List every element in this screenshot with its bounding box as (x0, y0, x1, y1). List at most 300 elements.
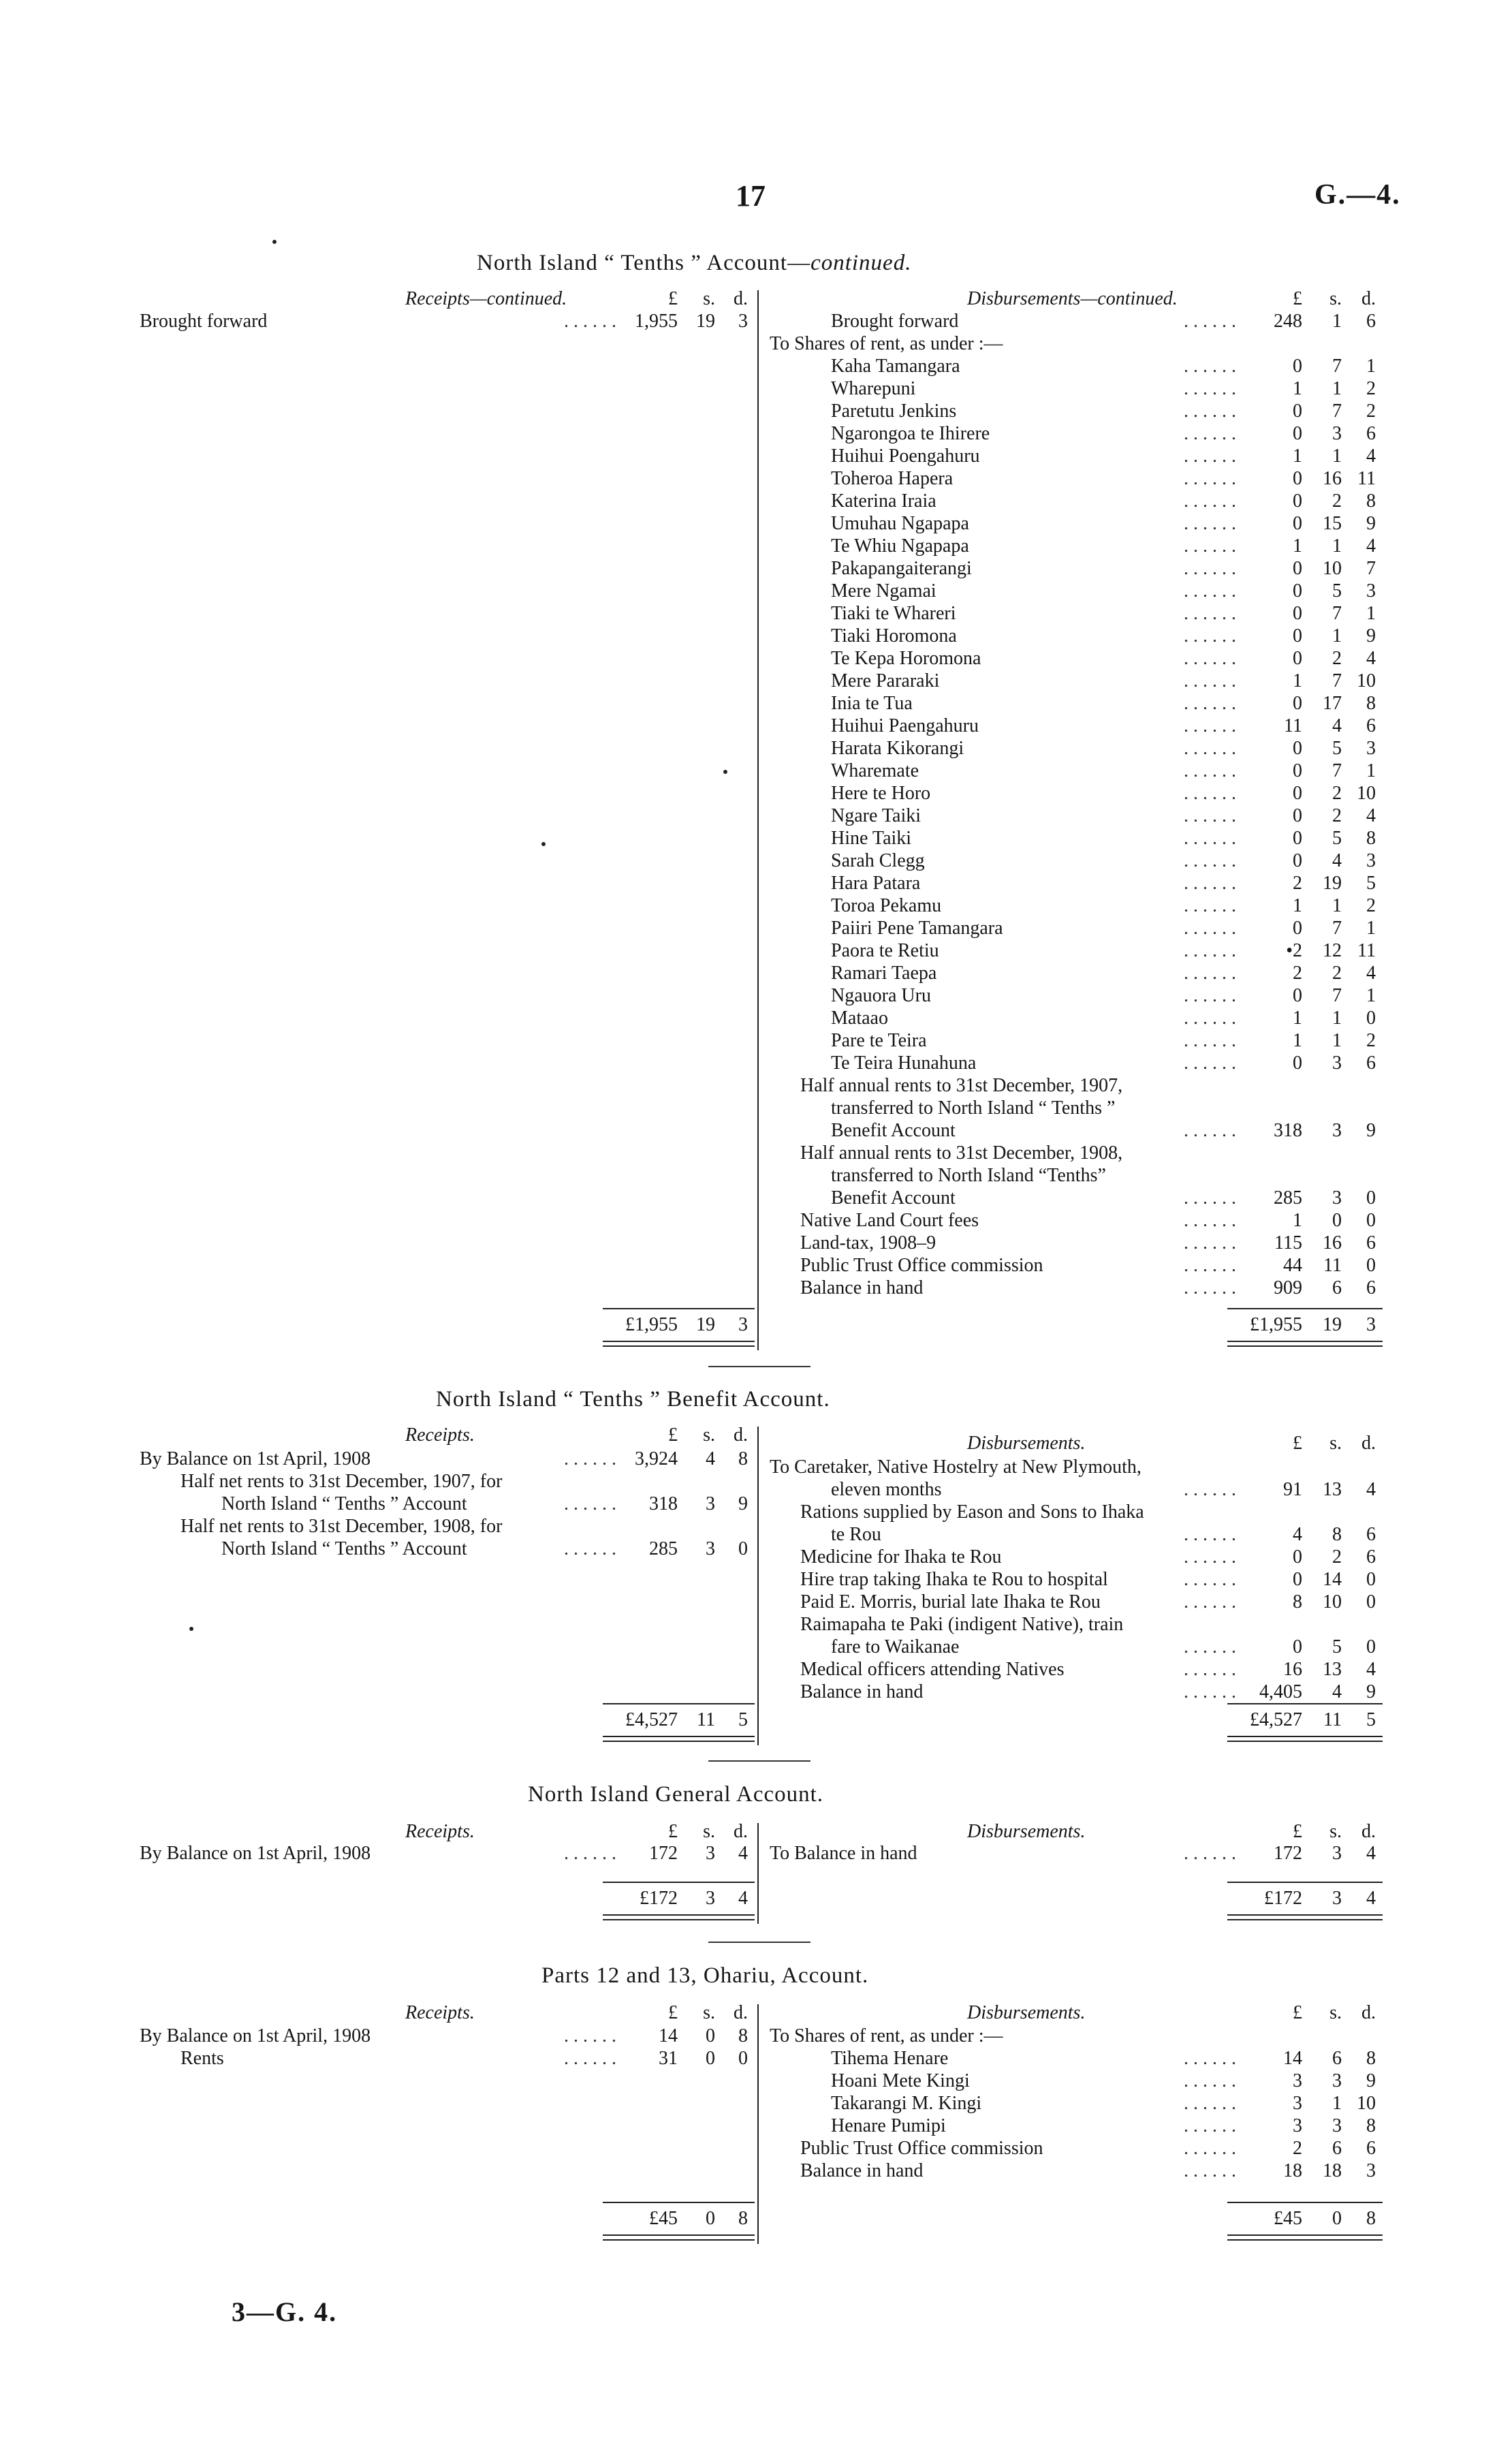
disbursement-pounds: 0 (1293, 760, 1302, 781)
disbursement-leader-dots: . . . . . . (1184, 1524, 1236, 1545)
disbursement-leader-dots: . . . . . . (1184, 648, 1236, 669)
disbursement-leader-dots: . . . . . . (1184, 783, 1236, 804)
disbursements-col-head-d: d. (1361, 1433, 1376, 1454)
disbursement-pounds: 8 (1293, 1591, 1302, 1612)
disbursement-row-label: Hine Taiki (831, 828, 912, 849)
receipt-pounds: 285 (649, 1538, 678, 1559)
disbursement-pence: 5 (1366, 873, 1376, 894)
disbursement-pounds: 4,405 (1259, 1681, 1302, 1702)
disbursement-row-label: Hara Patara (831, 873, 921, 894)
disbursement-pence: 4 (1366, 648, 1376, 669)
disbursement-shillings: 1 (1332, 1008, 1342, 1029)
disbursement-row-label: Sarah Clegg (831, 850, 925, 871)
disbursement-shillings: 4 (1332, 1681, 1342, 1702)
disbursement-shillings: 8 (1332, 1524, 1342, 1545)
disbursement-leader-dots: . . . . . . (1184, 1187, 1236, 1209)
disbursement-leader-dots: . . . . . . (1184, 356, 1236, 377)
disbursement-shillings: 17 (1323, 693, 1342, 714)
disbursement-pence: 1 (1366, 918, 1376, 939)
disbursement-row-label: Half annual rents to 31st December, 1907, (800, 1075, 1123, 1096)
disbursement-leader-dots: . . . . . . (1184, 693, 1236, 714)
disbursement-leader-dots: . . . . . . (1184, 1120, 1236, 1141)
disbursement-row-label: fare to Waikanae (831, 1636, 960, 1657)
receipts-total-shillings: 0 (706, 2208, 715, 2229)
section-title-text: North Island “ Tenths ” Benefit Account. (436, 1387, 830, 1412)
disbursement-row-label: transferred to North Island “ Tenths ” (831, 1097, 1116, 1119)
disbursement-pounds: 44 (1283, 1255, 1302, 1276)
section-title-text: Parts 12 and 13, Ohariu, Account. (541, 1963, 869, 1988)
disbursement-row-label: Ramari Taepa (831, 963, 937, 984)
receipts-header: Receipts. (405, 2002, 475, 2023)
disbursement-pence: 1 (1366, 985, 1376, 1006)
disbursement-row-label: Huihui Poengahuru (831, 446, 980, 467)
disbursements-total-pounds: £1,955 (1250, 1314, 1302, 1335)
disbursement-shillings: 4 (1332, 715, 1342, 736)
disbursement-row-label: To Shares of rent, as under :— (770, 333, 1003, 354)
disbursement-leader-dots: . . . . . . (1184, 873, 1236, 894)
receipt-leader-dots: . . . . . . (564, 1493, 616, 1514)
disbursement-pence: 0 (1366, 1210, 1376, 1231)
disbursement-pounds: 0 (1293, 738, 1302, 759)
disbursements-total-shillings: 11 (1323, 1709, 1342, 1730)
disbursement-row-label: Huihui Paengahuru (831, 715, 979, 736)
disbursement-leader-dots: . . . . . . (1184, 468, 1236, 489)
disbursement-pence: 2 (1366, 1030, 1376, 1051)
section-separator (708, 1942, 810, 1943)
disbursements-total-pounds: £4,527 (1250, 1709, 1302, 1730)
disbursement-row-label: Paid E. Morris, burial late Ihaka te Rou (800, 1591, 1101, 1612)
column-divider (757, 1823, 759, 1924)
disbursement-shillings: 3 (1332, 1053, 1342, 1074)
receipt-leader-dots: . . . . . . (564, 2025, 616, 2046)
disbursement-pounds: 1 (1293, 895, 1302, 916)
disbursement-shillings: 5 (1332, 738, 1342, 759)
column-divider (757, 290, 759, 1350)
disbursement-shillings: 19 (1323, 873, 1342, 894)
section-title-s1 (477, 251, 911, 276)
disbursement-shillings: 3 (1332, 2070, 1342, 2091)
disbursement-leader-dots: . . . . . . (1184, 513, 1236, 534)
disbursements-col-head-s: s. (1329, 1821, 1342, 1842)
disbursement-leader-dots: . . . . . . (1184, 1210, 1236, 1231)
disbursement-leader-dots: . . . . . . (1184, 1277, 1236, 1298)
disbursement-pounds: 16 (1283, 1659, 1302, 1680)
column-divider (757, 1427, 759, 1745)
receipt-row-label: Half net rents to 31st December, 1907, for (180, 1471, 503, 1492)
disbursements-col-head-s: s. (1329, 1433, 1342, 1454)
disbursement-row-label: Brought forward (831, 311, 959, 332)
receipts-total-rule-top (603, 1882, 755, 1883)
disbursement-shillings: 2 (1332, 490, 1342, 512)
disbursement-row-label: Pakapangaiterangi (831, 558, 972, 579)
receipts-total-shillings: 3 (706, 1888, 715, 1909)
disbursements-total-rule-bottom (1227, 2234, 1383, 2241)
disbursement-leader-dots: . . . . . . (1184, 805, 1236, 826)
disbursement-shillings: 2 (1332, 1546, 1342, 1568)
receipt-leader-dots: . . . . . . (564, 1538, 616, 1559)
disbursement-pounds: 14 (1283, 2048, 1302, 2069)
disbursement-pence: 6 (1366, 715, 1376, 736)
disbursement-shillings: 1 (1332, 378, 1342, 399)
print-speck (189, 1627, 193, 1631)
disbursement-shillings: 2 (1332, 783, 1342, 804)
receipts-col-head-s: s. (703, 1424, 715, 1446)
disbursement-row-label: Paiiri Pene Tamangara (831, 918, 1003, 939)
disbursement-pence: 8 (1366, 2115, 1376, 2136)
receipt-row-label: Brought forward (140, 311, 268, 332)
disbursement-row-label: Raimapaha te Paki (indigent Native), train (800, 1614, 1124, 1635)
disbursement-row-label: eleven months (831, 1479, 942, 1500)
disbursement-leader-dots: . . . . . . (1184, 940, 1236, 961)
disbursement-row-label: Ngarongoa te Ihirere (831, 423, 990, 444)
disbursement-row-label: Wharemate (831, 760, 919, 781)
disbursement-shillings: 14 (1323, 1569, 1342, 1590)
disbursement-row-label: Native Land Court fees (800, 1210, 979, 1231)
section-title-text: North Island “ Tenths ” Account— (477, 251, 811, 275)
receipts-col-head-d: d. (734, 288, 748, 309)
disbursement-leader-dots: . . . . . . (1184, 1232, 1236, 1253)
disbursement-pence: 3 (1366, 738, 1376, 759)
disbursement-row-label: Public Trust Office commission (800, 2138, 1043, 2159)
disbursement-shillings: 7 (1332, 603, 1342, 624)
disbursement-pence: 1 (1366, 356, 1376, 377)
receipts-col-head-s: s. (703, 288, 715, 309)
disbursement-leader-dots: . . . . . . (1184, 895, 1236, 916)
disbursement-pence: 3 (1366, 580, 1376, 602)
disbursement-row-label: Paretutu Jenkins (831, 401, 957, 422)
receipts-col-head-d: d. (734, 2002, 748, 2023)
disbursement-shillings: 3 (1332, 423, 1342, 444)
disbursement-pence: 6 (1366, 1277, 1376, 1298)
disbursement-leader-dots: . . . . . . (1184, 738, 1236, 759)
disbursement-row-label: Mere Pararaki (831, 670, 940, 691)
disbursement-row-label: Mataao (831, 1008, 888, 1029)
disbursement-pence: 0 (1366, 1569, 1376, 1590)
receipts-total-pence: 5 (738, 1709, 748, 1730)
disbursements-total-pounds: £45 (1274, 2208, 1302, 2229)
disbursement-shillings: 13 (1323, 1659, 1342, 1680)
disbursement-row-label: Benefit Account (831, 1120, 956, 1141)
disbursement-pence: 6 (1366, 1232, 1376, 1253)
disbursement-shillings: 1 (1332, 446, 1342, 467)
disbursement-pence: 9 (1366, 1681, 1376, 1702)
disbursement-pounds: 3 (1293, 2070, 1302, 2091)
disbursement-row-label: Hoani Mete Kingi (831, 2070, 970, 2091)
disbursement-row-label: Te Teira Hunahuna (831, 1053, 977, 1074)
disbursement-pence: 3 (1366, 2160, 1376, 2181)
disbursements-total-pence: 4 (1366, 1888, 1376, 1909)
receipt-row-label: By Balance on 1st April, 1908 (140, 1448, 371, 1469)
receipts-total-pence: 4 (738, 1888, 748, 1909)
receipt-row-label: By Balance on 1st April, 1908 (140, 1843, 371, 1864)
disbursement-row-label: Inia te Tua (831, 693, 913, 714)
disbursement-pence: 0 (1366, 1636, 1376, 1657)
disbursement-pounds: 4 (1293, 1524, 1302, 1545)
disbursement-leader-dots: . . . . . . (1184, 558, 1236, 579)
disbursement-pence: 7 (1366, 558, 1376, 579)
disbursement-pounds: 3 (1293, 2115, 1302, 2136)
disbursements-header: Disbursements. (967, 1433, 1086, 1454)
disbursement-leader-dots: . . . . . . (1184, 2048, 1236, 2069)
disbursement-row-label: Takarangi M. Kingi (831, 2093, 982, 2114)
receipts-total-rule-bottom (603, 1914, 755, 1920)
disbursements-header: Disbursements. (967, 2002, 1086, 2023)
receipt-shillings: 3 (706, 1493, 715, 1514)
disbursement-row-label: Benefit Account (831, 1187, 956, 1209)
disbursements-col-head-l: £ (1293, 288, 1302, 309)
disbursement-row-label: Hire trap taking Ihaka te Rou to hospital (800, 1569, 1108, 1590)
disbursement-pounds: 18 (1283, 2160, 1302, 2181)
receipts-total-pounds: £45 (649, 2208, 678, 2229)
disbursement-shillings: 10 (1323, 1591, 1342, 1612)
disbursement-leader-dots: . . . . . . (1184, 1659, 1236, 1680)
disbursements-total-rule-top (1227, 1703, 1383, 1704)
disbursement-row-label: Te Whiu Ngapapa (831, 535, 969, 557)
disbursements-total-pence: 8 (1366, 2208, 1376, 2229)
disbursement-leader-dots: . . . . . . (1184, 2093, 1236, 2114)
disbursement-pounds: 1 (1293, 1210, 1302, 1231)
receipts-header: Receipts. (405, 1821, 475, 1842)
disbursement-pounds: 0 (1293, 1546, 1302, 1568)
receipt-row-label: North Island “ Tenths ” Account (221, 1493, 467, 1514)
print-speck (272, 240, 277, 244)
column-divider (757, 2004, 759, 2244)
disbursement-pounds: 285 (1274, 1187, 1302, 1209)
disbursements-total-pence: 5 (1366, 1709, 1376, 1730)
disbursement-pounds: 0 (1293, 693, 1302, 714)
disbursements-total-pence: 3 (1366, 1314, 1376, 1335)
receipts-col-head-s: s. (703, 2002, 715, 2023)
disbursement-pounds: 0 (1293, 423, 1302, 444)
disbursement-leader-dots: . . . . . . (1184, 2115, 1236, 2136)
disbursements-total-rule-top (1227, 1882, 1383, 1883)
section-title-s4 (541, 1963, 868, 1989)
disbursement-leader-dots: . . . . . . (1184, 918, 1236, 939)
disbursement-shillings: 3 (1332, 1843, 1342, 1864)
disbursement-pence: 8 (1366, 693, 1376, 714)
disbursement-leader-dots: . . . . . . (1184, 1591, 1236, 1612)
disbursement-pence: 4 (1366, 535, 1376, 557)
disbursement-row-label: Rations supplied by Eason and Sons to Ihaka (800, 1501, 1144, 1523)
receipt-shillings: 0 (706, 2048, 715, 2069)
disbursement-row-label: To Balance in hand (770, 1843, 917, 1864)
disbursement-pounds: 0 (1293, 1053, 1302, 1074)
disbursement-shillings: 1 (1332, 625, 1342, 646)
disbursement-shillings: 2 (1332, 648, 1342, 669)
disbursement-shillings: 6 (1332, 2138, 1342, 2159)
disbursements-col-head-d: d. (1361, 288, 1376, 309)
disbursement-shillings: 6 (1332, 2048, 1342, 2069)
receipts-total-rule-top (603, 1703, 755, 1704)
disbursement-leader-dots: . . . . . . (1184, 625, 1236, 646)
disbursement-row-label: Medical officers attending Natives (800, 1659, 1065, 1680)
disbursement-pounds: 1 (1293, 378, 1302, 399)
disbursement-row-label: Balance in hand (800, 1681, 924, 1702)
disbursement-shillings: 5 (1332, 580, 1342, 602)
disbursement-pounds: 3 (1293, 2093, 1302, 2114)
receipts-total-pounds: £1,955 (625, 1314, 678, 1335)
disbursement-shillings: 15 (1323, 513, 1342, 534)
disbursements-total-rule-bottom (1227, 1914, 1383, 1920)
receipt-pounds: 14 (659, 2025, 678, 2046)
disbursement-pounds: 0 (1293, 783, 1302, 804)
receipt-shillings: 3 (706, 1538, 715, 1559)
receipt-pounds: 172 (649, 1843, 678, 1864)
disbursement-leader-dots: . . . . . . (1184, 1843, 1236, 1864)
disbursement-leader-dots: . . . . . . (1184, 760, 1236, 781)
disbursement-pounds: 1 (1293, 535, 1302, 557)
disbursement-pounds: 909 (1274, 1277, 1302, 1298)
receipts-col-head-d: d. (734, 1424, 748, 1446)
disbursement-pence: 0 (1366, 1008, 1376, 1029)
section-title-text: North Island General Account. (528, 1782, 824, 1807)
disbursement-row-label: To Caretaker, Native Hostelry at New Plymouth, (770, 1456, 1141, 1478)
disbursement-shillings: 16 (1323, 468, 1342, 489)
disbursement-pounds: 318 (1274, 1120, 1302, 1141)
disbursements-header: Disbursements—continued. (967, 288, 1178, 309)
disbursement-pence: 2 (1366, 895, 1376, 916)
disbursement-row-label: Wharepuni (831, 378, 916, 399)
receipts-col-head-l: £ (668, 288, 678, 309)
disbursement-row-label: Te Kepa Horomona (831, 648, 981, 669)
receipt-leader-dots: . . . . . . (564, 1448, 616, 1469)
disbursement-shillings: 3 (1332, 2115, 1342, 2136)
disbursement-row-label: Toheroa Hapera (831, 468, 954, 489)
disbursement-shillings: 1 (1332, 311, 1342, 332)
receipts-col-head-l: £ (668, 1424, 678, 1446)
footer-signature: 3—G. 4. (232, 2296, 338, 2327)
receipt-pounds: 318 (649, 1493, 678, 1514)
disbursement-pence: 9 (1366, 513, 1376, 534)
disbursement-leader-dots: . . . . . . (1184, 1030, 1236, 1051)
disbursement-row-label: Half annual rents to 31st December, 1908, (800, 1142, 1123, 1164)
disbursements-total-shillings: 19 (1323, 1314, 1342, 1335)
disbursement-shillings: 5 (1332, 828, 1342, 849)
disbursement-pence: 4 (1366, 963, 1376, 984)
disbursement-leader-dots: . . . . . . (1184, 2160, 1236, 2181)
disbursement-pounds: 0 (1293, 625, 1302, 646)
disbursement-pence: 4 (1366, 1659, 1376, 1680)
disbursements-header: Disbursements. (967, 1821, 1086, 1842)
print-speck (541, 842, 546, 846)
receipts-total-pounds: £172 (640, 1888, 678, 1909)
disbursement-pounds: 1 (1293, 670, 1302, 691)
disbursement-pounds: 0 (1293, 401, 1302, 422)
disbursement-leader-dots: . . . . . . (1184, 963, 1236, 984)
disbursement-row-label: Henare Pumipi (831, 2115, 946, 2136)
receipt-shillings: 0 (706, 2025, 715, 2046)
disbursement-shillings: 0 (1332, 1210, 1342, 1231)
receipt-pounds: 3,924 (635, 1448, 678, 1469)
receipts-total-rule-bottom (603, 1341, 755, 1347)
disbursements-total-rule-top (1227, 2202, 1383, 2203)
disbursement-pence: 1 (1366, 760, 1376, 781)
disbursement-shillings: 10 (1323, 558, 1342, 579)
disbursement-shillings: 1 (1332, 2093, 1342, 2114)
disbursement-pounds: 0 (1293, 513, 1302, 534)
receipts-col-head-l: £ (668, 1821, 678, 1842)
disbursement-pounds: 248 (1274, 311, 1302, 332)
disbursement-row-label: Public Trust Office commission (800, 1255, 1043, 1276)
disbursement-pounds: 0 (1293, 828, 1302, 849)
disbursement-pounds: 0 (1293, 603, 1302, 624)
disbursement-shillings: 7 (1332, 985, 1342, 1006)
disbursement-shillings: 2 (1332, 805, 1342, 826)
receipts-header: Receipts—continued. (405, 288, 567, 309)
disbursement-pence: 8 (1366, 490, 1376, 512)
disbursement-pence: 0 (1366, 1255, 1376, 1276)
section-title-s3 (528, 1782, 823, 1807)
disbursement-pounds: 91 (1283, 1479, 1302, 1500)
page-number: 17 (736, 179, 766, 213)
disbursement-pence: 10 (1357, 783, 1376, 804)
disbursement-leader-dots: . . . . . . (1184, 446, 1236, 467)
disbursement-shillings: 3 (1332, 1187, 1342, 1209)
disbursement-leader-dots: . . . . . . (1184, 2070, 1236, 2091)
receipts-total-pence: 3 (738, 1314, 748, 1335)
receipts-total-rule-bottom (603, 1736, 755, 1742)
disbursement-pence: 4 (1366, 805, 1376, 826)
disbursement-pounds: 2 (1293, 873, 1302, 894)
disbursement-leader-dots: . . . . . . (1184, 1546, 1236, 1568)
disbursement-row-label: te Rou (831, 1524, 881, 1545)
disbursement-pence: 1 (1366, 603, 1376, 624)
disbursement-row-label: Ngauora Uru (831, 985, 931, 1006)
disbursement-row-label: Balance in hand (800, 1277, 924, 1298)
disbursement-row-label: Katerina Iraia (831, 490, 936, 512)
disbursement-pence: 6 (1366, 2138, 1376, 2159)
receipt-pence: 8 (738, 1448, 748, 1469)
disbursement-pence: 6 (1366, 1053, 1376, 1074)
disbursement-pence: 9 (1366, 2070, 1376, 2091)
disbursement-pounds: 0 (1293, 648, 1302, 669)
receipt-pence: 0 (738, 2048, 748, 2069)
section-separator (708, 1760, 810, 1762)
disbursement-leader-dots: . . . . . . (1184, 670, 1236, 691)
disbursement-leader-dots: . . . . . . (1184, 1008, 1236, 1029)
disbursement-shillings: 7 (1332, 401, 1342, 422)
disbursements-col-head-s: s. (1329, 2002, 1342, 2023)
disbursement-shillings: 2 (1332, 963, 1342, 984)
disbursement-pence: 4 (1366, 1843, 1376, 1864)
disbursement-row-label: Harata Kikorangi (831, 738, 964, 759)
receipts-total-pounds: £4,527 (625, 1709, 678, 1730)
disbursement-shillings: 7 (1332, 918, 1342, 939)
disbursement-leader-dots: . . . . . . (1184, 401, 1236, 422)
disbursement-shillings: 1 (1332, 1030, 1342, 1051)
disbursement-pounds: 0 (1293, 985, 1302, 1006)
disbursement-pence: 6 (1366, 1546, 1376, 1568)
disbursement-leader-dots: . . . . . . (1184, 828, 1236, 849)
disbursements-col-head-l: £ (1293, 1433, 1302, 1454)
disbursements-total-shillings: 3 (1332, 1888, 1342, 1909)
disbursement-shillings: 3 (1332, 1120, 1342, 1141)
receipt-pence: 9 (738, 1493, 748, 1514)
receipts-total-shillings: 11 (697, 1709, 715, 1730)
disbursement-pounds: 11 (1284, 715, 1302, 736)
disbursement-pence: 11 (1357, 940, 1376, 961)
disbursement-leader-dots: . . . . . . (1184, 378, 1236, 399)
disbursement-pounds: 1 (1293, 1030, 1302, 1051)
disbursement-shillings: 7 (1332, 670, 1342, 691)
disbursement-row-label: Land-tax, 1908–9 (800, 1232, 936, 1253)
disbursement-pounds: 0 (1293, 850, 1302, 871)
receipts-total-rule-top (603, 2202, 755, 2203)
disbursement-pence: 8 (1366, 828, 1376, 849)
disbursement-shillings: 16 (1323, 1232, 1342, 1253)
disbursement-shillings: 11 (1323, 1255, 1342, 1276)
disbursement-leader-dots: . . . . . . (1184, 490, 1236, 512)
